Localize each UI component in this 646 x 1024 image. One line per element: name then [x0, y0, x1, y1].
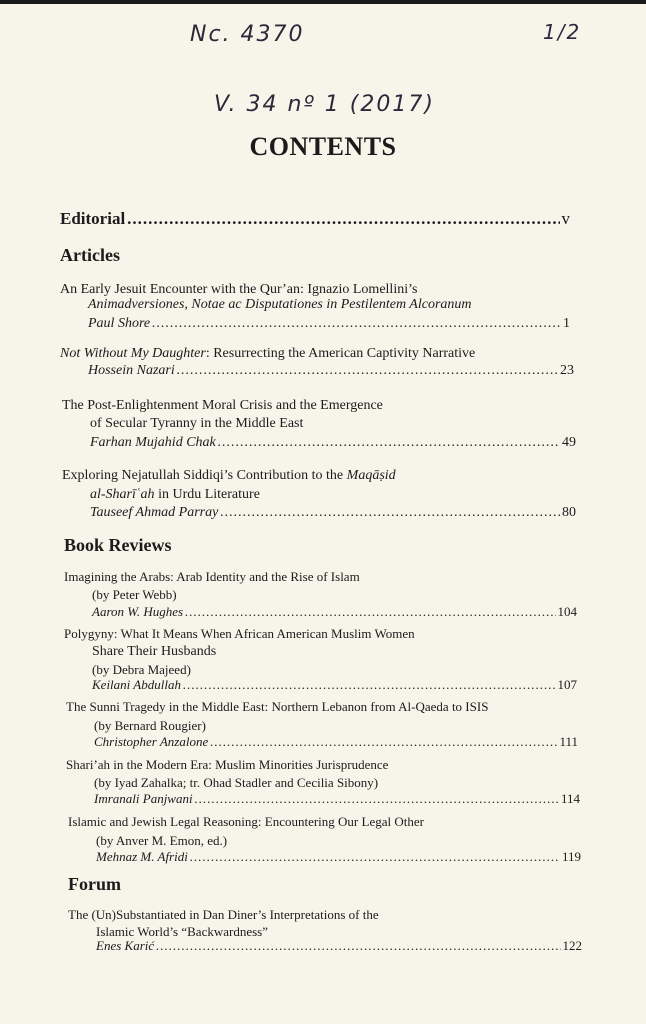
leader-dots [218, 434, 560, 452]
entry-author-line [90, 434, 576, 452]
entry-page: 107 [557, 677, 577, 692]
entry-title-cont: Islamic World’s “Backwardness” [96, 924, 268, 939]
section-heading-book-reviews: Book Reviews [64, 535, 172, 555]
entry-page: 1 [563, 316, 570, 331]
entry-page: 119 [561, 849, 581, 864]
entry-title-italic: Maqāṣid [346, 468, 396, 483]
entry-author: Keilani Abdullah [92, 677, 181, 692]
entry-title: Shari’ah in the Modern Era: Muslim Minorities Jurisprudence [66, 757, 389, 772]
leader-dots [190, 848, 560, 866]
entry-title-cont: Animadversiones, Notae ac Disputationes in Pestilentem Alcoranum [88, 297, 472, 312]
entry-title-text: Exploring Nejatullah Siddiqi’s Contribution to the [62, 468, 347, 483]
handwritten-volume: V. 34 nº 1 (2017) [214, 92, 435, 117]
entry-author: Hossein Nazari [88, 363, 175, 378]
entry-page: 80 [562, 505, 576, 520]
entry-reviewed-by: (by Peter Webb) [92, 587, 177, 602]
entry-author: Mehnaz M. Afridi [96, 849, 188, 864]
entry-page: 49 [562, 435, 576, 450]
entry-author-line [88, 362, 574, 380]
entry-title: The (Un)Substantiated in Dan Diner’s Interpretations of the [68, 907, 379, 922]
section-heading-articles: Articles [60, 245, 120, 265]
entry-reviewed-by: (by Anver M. Emon, ed.) [96, 833, 228, 848]
entry-title: The Sunni Tragedy in the Middle East: Northern Lebanon from Al-Qaeda to ISIS [66, 699, 489, 714]
entry-author: Farhan Mujahid Chak [90, 435, 216, 450]
entry-reviewed-by: (by Bernard Rougier) [94, 718, 206, 733]
entry-page: 111 [559, 734, 578, 749]
entry-author-line [94, 733, 578, 751]
entry-author: Enes Karić [96, 938, 155, 953]
leader-dots [156, 937, 560, 955]
entry-author: Christopher Anzalone [94, 734, 209, 749]
entry-reviewed-by: (by Iyad Zahalka; tr. Ohad Stadler and Cecilia Sibony) [94, 775, 379, 790]
entry-page: 104 [557, 604, 577, 619]
entry-author-line [92, 603, 577, 621]
editorial-page: v [561, 209, 570, 228]
section-heading-forum: Forum [68, 874, 121, 894]
entry-title [60, 345, 475, 363]
entry-title: Polygyny: What It Means When African American Muslim Women [64, 626, 415, 641]
entry-title: Imagining the Arabs: Arab Identity and the Rise of Islam [64, 569, 360, 584]
leader-dots [177, 362, 558, 380]
entry-title-cont: of Secular Tyranny in the Middle East [90, 416, 304, 431]
entry-author: Paul Shore [88, 316, 151, 331]
entry-author-line [96, 848, 581, 866]
entry-page: 114 [560, 791, 580, 806]
entry-title-rest: : Resurrecting the American Captivity Narrative [205, 346, 476, 361]
editorial-label: Editorial [60, 209, 126, 228]
entry-author-line [94, 790, 580, 808]
entry-title-italic: Not Without My Daughter [60, 346, 206, 361]
entry-title [62, 467, 396, 485]
entry-author: Imranali Panjwani [94, 791, 193, 806]
entry-author-line [96, 937, 582, 955]
handwritten-call-number: Nc. 4370 [190, 22, 305, 47]
entry-author-line [92, 676, 577, 694]
leader-dots [127, 210, 559, 228]
top-edge [0, 0, 646, 4]
page-title: CONTENTS [249, 132, 397, 161]
entry-page: 23 [560, 363, 574, 378]
toc-entry-editorial [60, 210, 570, 228]
entry-title-cont: Share Their Husbands [92, 644, 217, 659]
entry-title-rest: in Urdu Literature [154, 487, 260, 502]
entry-author: Tauseef Ahmad Parray [90, 505, 219, 520]
leader-dots [183, 676, 556, 694]
leader-dots [220, 504, 560, 522]
leader-dots [210, 733, 557, 751]
entry-author: Aaron W. Hughes [92, 604, 184, 619]
leader-dots [195, 790, 559, 808]
entry-title: An Early Jesuit Encounter with the Qur’an: Ignazio Lomellini’s [60, 282, 418, 297]
leader-dots [152, 315, 561, 333]
entry-title-cont [90, 486, 260, 504]
handwritten-page-mark: 1/2 [543, 20, 582, 44]
entry-title: The Post-Enlightenment Moral Crisis and the Emergence [62, 398, 383, 413]
leader-dots [185, 603, 555, 621]
entry-title-italic: al-Sharīʿah [90, 487, 155, 502]
entry-title: Islamic and Jewish Legal Reasoning: Encountering Our Legal Other [68, 814, 424, 829]
entry-reviewed-by: (by Debra Majeed) [92, 662, 191, 677]
entry-page: 122 [562, 938, 582, 953]
entry-author-line [90, 504, 576, 522]
entry-author-line [88, 315, 570, 333]
